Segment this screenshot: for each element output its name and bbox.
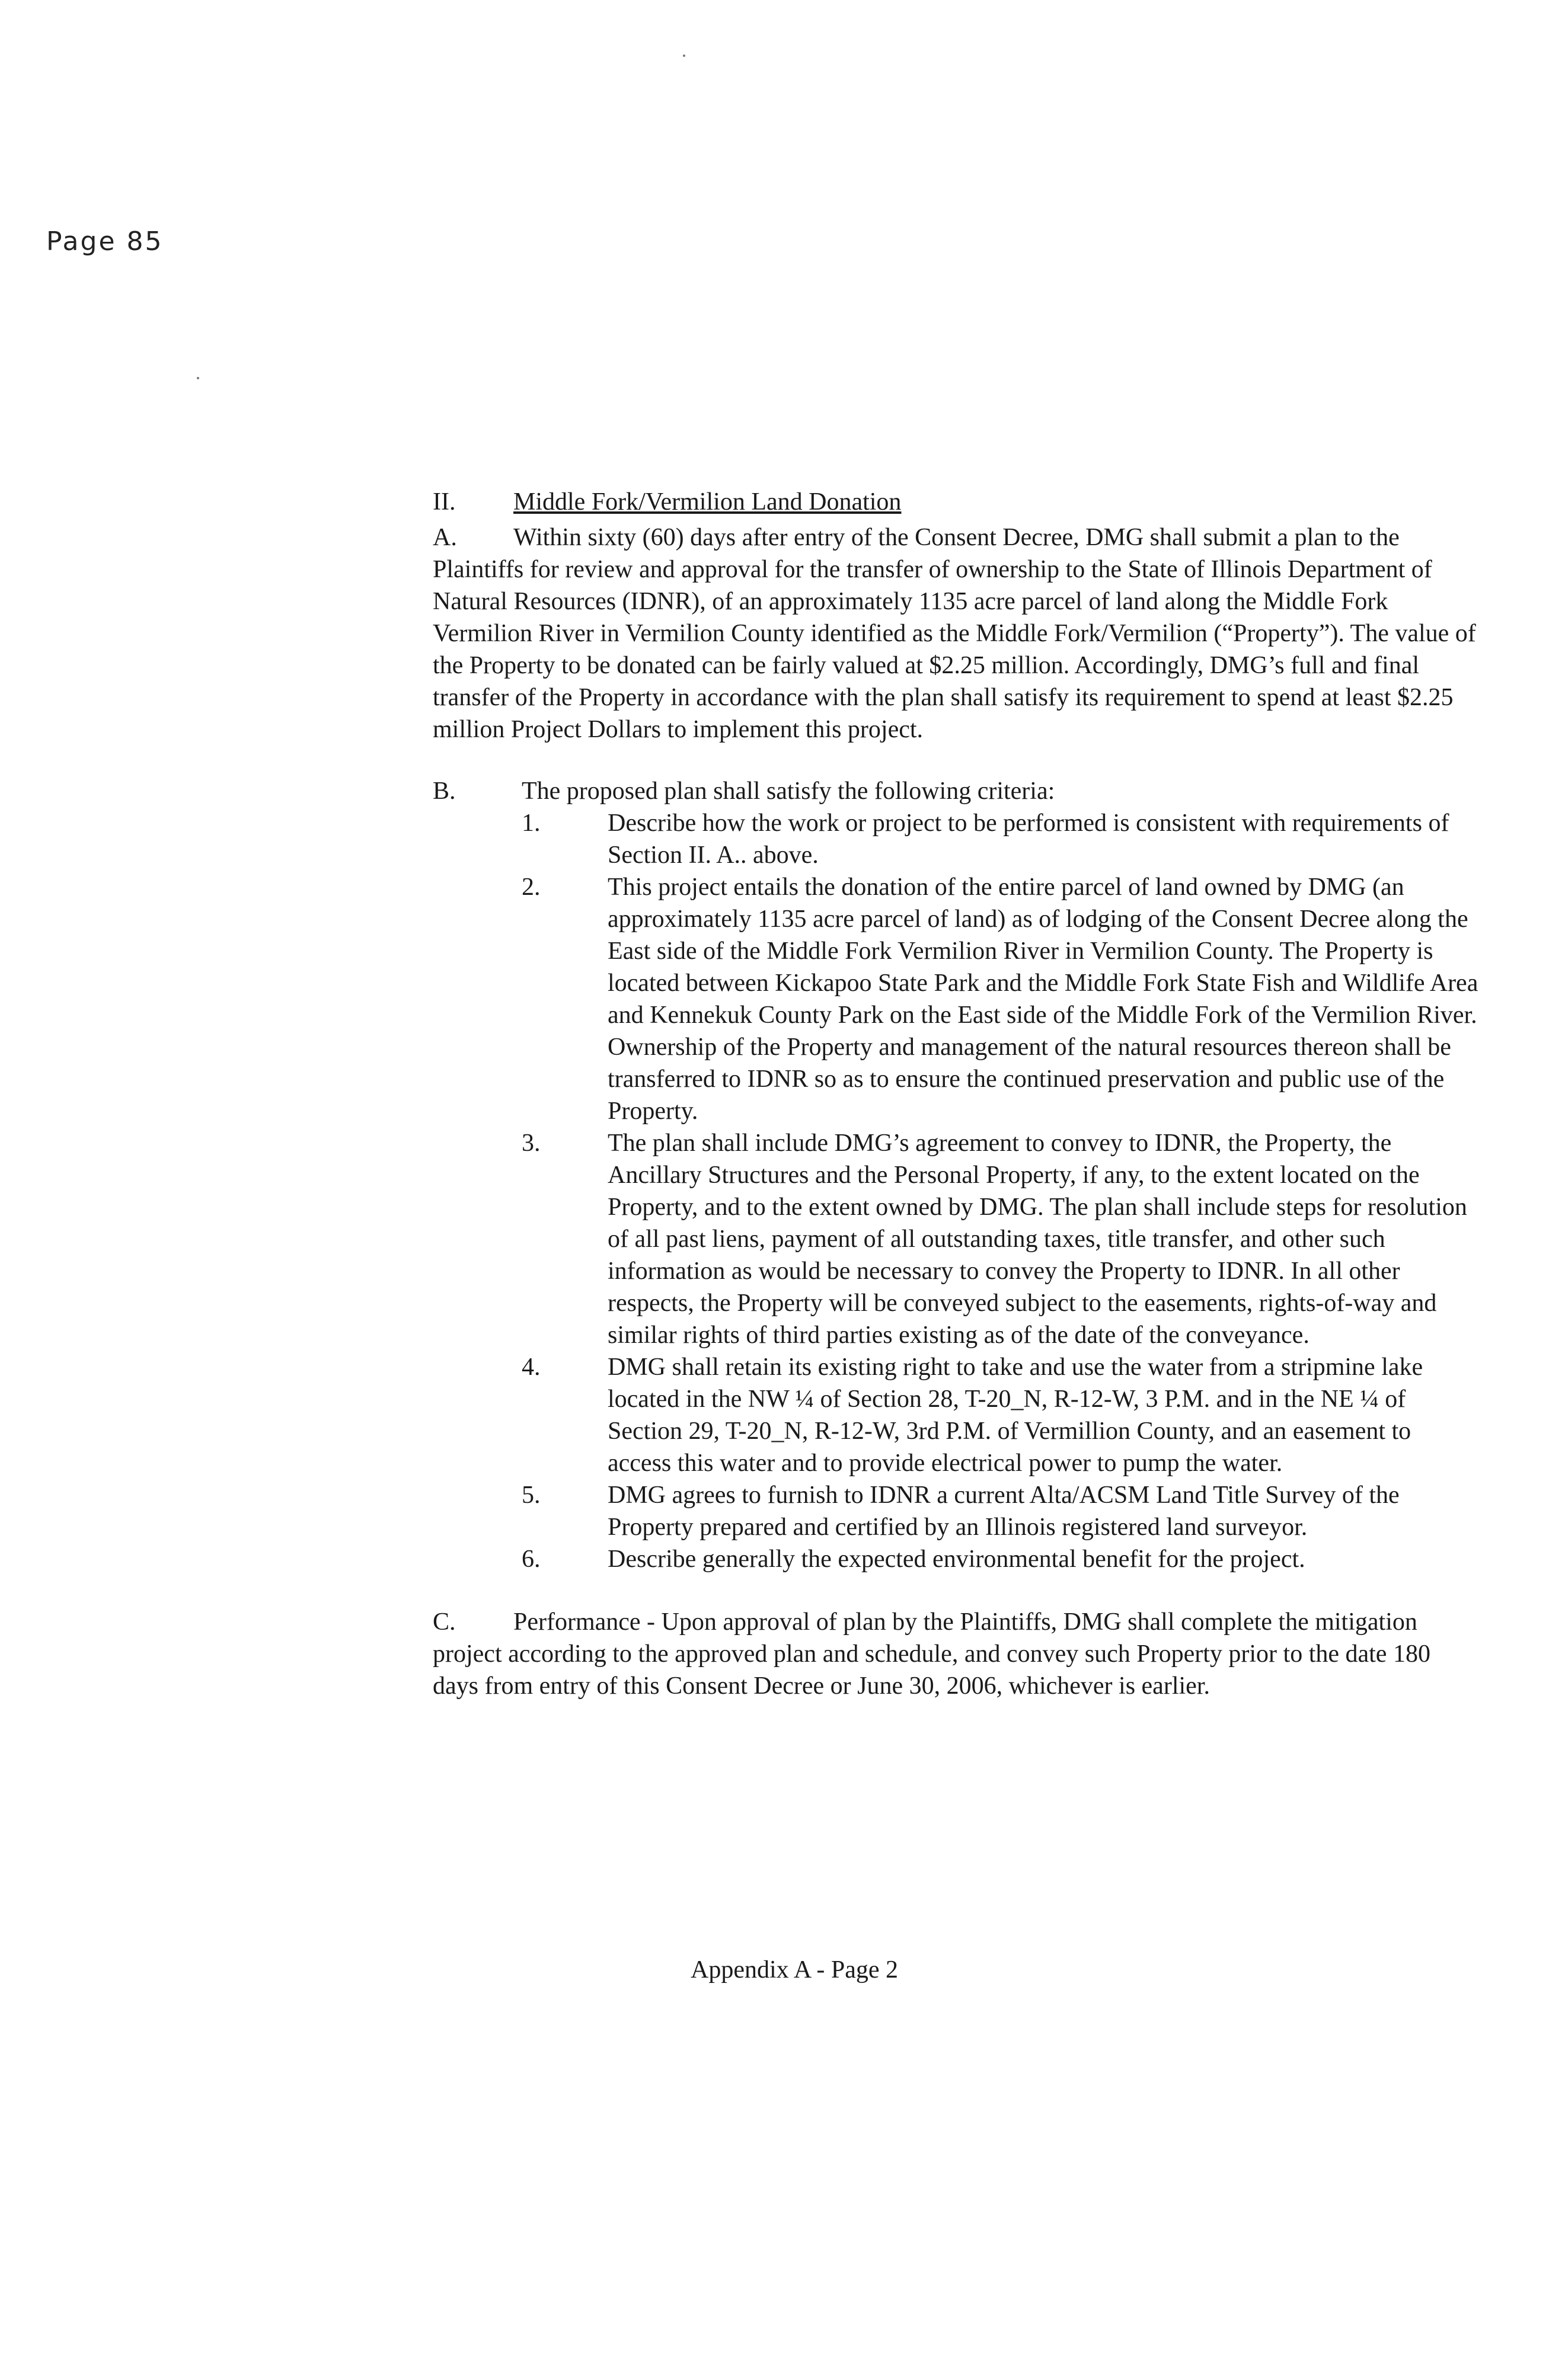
scan-speck <box>197 377 199 379</box>
paragraph-a <box>433 522 1500 746</box>
paragraph-b-intro: The proposed plan shall satisfy the following criteria: <box>522 778 1055 805</box>
paragraph-c-text: Performance - Upon approval of plan by the Plaintiffs, DMG shall complete the mitigation project according to the approved plan and schedule, and convey such Property prior to the date 180 days from entry of this Consent Decree or June 30, 2006, whichever is earlier. <box>433 1608 1430 1700</box>
criteria-text: The plan shall include DMG’s agreement to convey to IDNR, the Property, the Ancillary Structures and the Personal Property, if any, to the extent located on the Property, and to the extent owned by DMG. The plan shall include steps for resolution of all past liens, payment of all outstanding taxes, title transfer, and other such information as would be necessary to convey the Property to IDNR. In all other respects, the Property will be conveyed subject to the easements, rights-of-way and similar rights of third parties existing as of the date of the conveyance. <box>608 1130 1467 1349</box>
paragraph-c <box>433 1606 1476 1702</box>
paragraph-b-intro-row <box>433 775 1500 807</box>
criteria-text: DMG agrees to furnish to IDNR a current Alta/ACSM Land Title Survey of the Property prepared and certified by an Illinois registered land surveyor. <box>608 1482 1400 1541</box>
section-number: II. <box>433 488 456 516</box>
criteria-number: 6. <box>522 1546 541 1573</box>
page-number-label: Page 85 <box>46 226 164 257</box>
scan-speck <box>683 55 685 57</box>
criteria-text: This project entails the donation of the entire parcel of land owned by DMG (an approximately 1135 acre parcel of land) as of lodging of the Consent Decree along the East side of the Middle Fork Vermilion River in Vermilion County. The Property is located between Kickapoo State Park and the Middle Fork State Fish and Wildlife Area and Kennekuk County Park on the East side of the Middle Fork of the Vermilion River. Ownership of the Property and management of the natural resources thereon shall be transferred to IDNR so as to ensure the continued preservation and public use of the Property. <box>608 874 1478 1125</box>
criteria-number: 5. <box>522 1482 541 1509</box>
criteria-number: 2. <box>522 874 541 901</box>
paragraph-b <box>433 775 1500 1575</box>
criteria-text: Describe generally the expected environmental benefit for the project. <box>608 1546 1305 1573</box>
paragraph-a-label: A. <box>433 524 457 551</box>
criteria-number: 1. <box>522 810 541 837</box>
page-footer: Appendix A - Page 2 <box>691 1956 898 1984</box>
section-title: Middle Fork/Vermilion Land Donation <box>513 488 902 516</box>
section-heading <box>433 486 1500 518</box>
criteria-text: Describe how the work or project to be performed is consistent with requirements of Section II. A.. above. <box>608 810 1449 869</box>
paragraph-c-label: C. <box>433 1608 456 1636</box>
criteria-list <box>522 807 1500 1575</box>
criteria-item <box>522 1479 1500 1543</box>
criteria-item <box>522 807 1500 871</box>
criteria-item <box>522 1351 1500 1479</box>
criteria-text: DMG shall retain its existing right to take and use the water from a stripmine lake located in the NW ¼ of Section 28, T-20_N, R-12-W, 3 P.M. and in the NE ¼ of Section 29, T-20_N, R-12-W, 3rd P.M. of Vermillion County, and an easement to access this water and to provide electrical power to pump the water. <box>608 1354 1423 1477</box>
document-body <box>433 486 1500 1727</box>
paragraph-b-label: B. <box>433 778 456 805</box>
criteria-item <box>522 871 1500 1127</box>
criteria-item <box>522 1127 1500 1351</box>
criteria-item <box>522 1543 1500 1575</box>
paragraph-a-text: Within sixty (60) days after entry of the Consent Decree, DMG shall submit a plan to the Plaintiffs for review and approval for the transfer of ownership to the State of Illinois Department of Natural Resources (IDNR), of an approximately 1135 acre parcel of land along the Middle Fork Vermilion River in Vermilion County identified as the Middle Fork/Vermilion (“Property”). The value of the Property to be donated can be fairly valued at $2.25 million. Accordingly, DMG’s full and final transfer of the Property in accordance with the plan shall satisfy its requirement to spend at least $2.25 million Project Dollars to implement this project. <box>433 524 1476 743</box>
criteria-number: 3. <box>522 1130 541 1157</box>
criteria-number: 4. <box>522 1354 541 1381</box>
